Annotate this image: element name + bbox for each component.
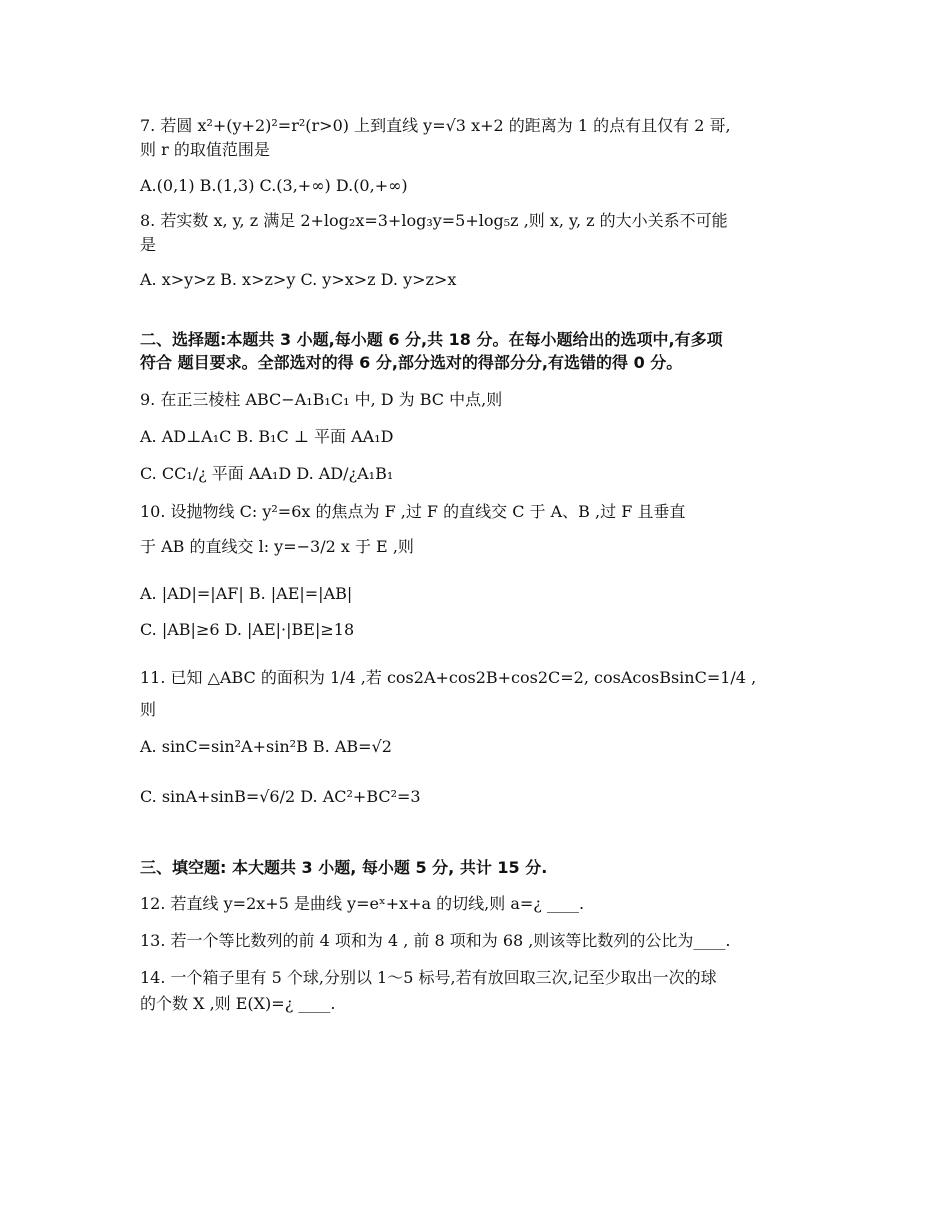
- q11-options-cd: C. sinA+sinB=√6/2 D. AC²+BC²=3: [140, 787, 421, 806]
- q8-options: A. x>y>z B. x>z>y C. y>x>z D. y>z>x: [140, 270, 457, 289]
- q7-stem-line1: 7. 若圆 x²+(y+2)²=r²(r>0) 上到直线 y=√3 x+2 的距离为 1 的点有且仅有 2 哥,: [140, 116, 731, 135]
- q11-options-ab: A. sinC=sin²A+sin²B B. AB=√2: [140, 737, 392, 756]
- q10-stem-line1: 10. 设抛物线 C: y²=6x 的焦点为 F ,过 F 的直线交 C 于 A、B ,过 F 且垂直: [140, 502, 686, 521]
- q9-options-cd: C. CC₁/¿ 平面 AA₁D D. AD/¿A₁B₁: [140, 464, 394, 483]
- section2-heading-line1: 二、选择题:本题共 3 小题,每小题 6 分,共 18 分。在每小题给出的选项中,有多项: [140, 330, 723, 349]
- q13-text: 13. 若一个等比数列的前 4 项和为 4 , 前 8 项和为 68 ,则该等比数列的公比为____.: [140, 931, 731, 950]
- q7-options: A.(0,1) B.(1,3) C.(3,+∞) D.(0,+∞): [140, 176, 408, 195]
- q11-stem-line1: 11. 已知 △ABC 的面积为 1/4 ,若 cos2A+cos2B+cos2C=2, cosAcosBsinC=1/4 ,: [140, 668, 757, 687]
- q14-stem-line2: 的个数 X ,则 E(X)=¿ ____.: [140, 994, 336, 1013]
- q8-stem-line1: 8. 若实数 x, y, z 满足 2+log₂x=3+log₃y=5+log₅z ,则 x, y, z 的大小关系不可能: [140, 211, 728, 230]
- q9-stem: 9. 在正三棱柱 ABC−A₁B₁C₁ 中, D 为 BC 中点,则: [140, 390, 503, 409]
- q10-options-cd: C. |AB|≥6 D. |AE|·|BE|≥18: [140, 620, 355, 639]
- q12-text: 12. 若直线 y=2x+5 是曲线 y=eˣ+x+a 的切线,则 a=¿ ____.: [140, 894, 585, 913]
- q10-stem-line2: 于 AB 的直线交 l: y=−3/2 x 于 E ,则: [140, 537, 414, 556]
- q8-stem-line2: 是: [140, 235, 157, 254]
- q10-options-ab: A. |AD|=|AF| B. |AE|=|AB|: [140, 584, 353, 603]
- q14-stem-line1: 14. 一个箱子里有 5 个球,分别以 1～5 标号,若有放回取三次,记至少取出一次的球: [140, 968, 717, 987]
- section3-heading: 三、填空题: 本大题共 3 小题, 每小题 5 分, 共计 15 分.: [140, 858, 548, 877]
- section2-heading-line2: 符合 题目要求。全部选对的得 6 分,部分选对的得部分分,有选错的得 0 分。: [140, 353, 683, 372]
- q7-stem-line2: 则 r 的取值范围是: [140, 140, 270, 159]
- q11-stem-line2: 则: [140, 700, 157, 719]
- q9-options-ab: A. AD⊥A₁C B. B₁C ⊥ 平面 AA₁D: [140, 427, 394, 446]
